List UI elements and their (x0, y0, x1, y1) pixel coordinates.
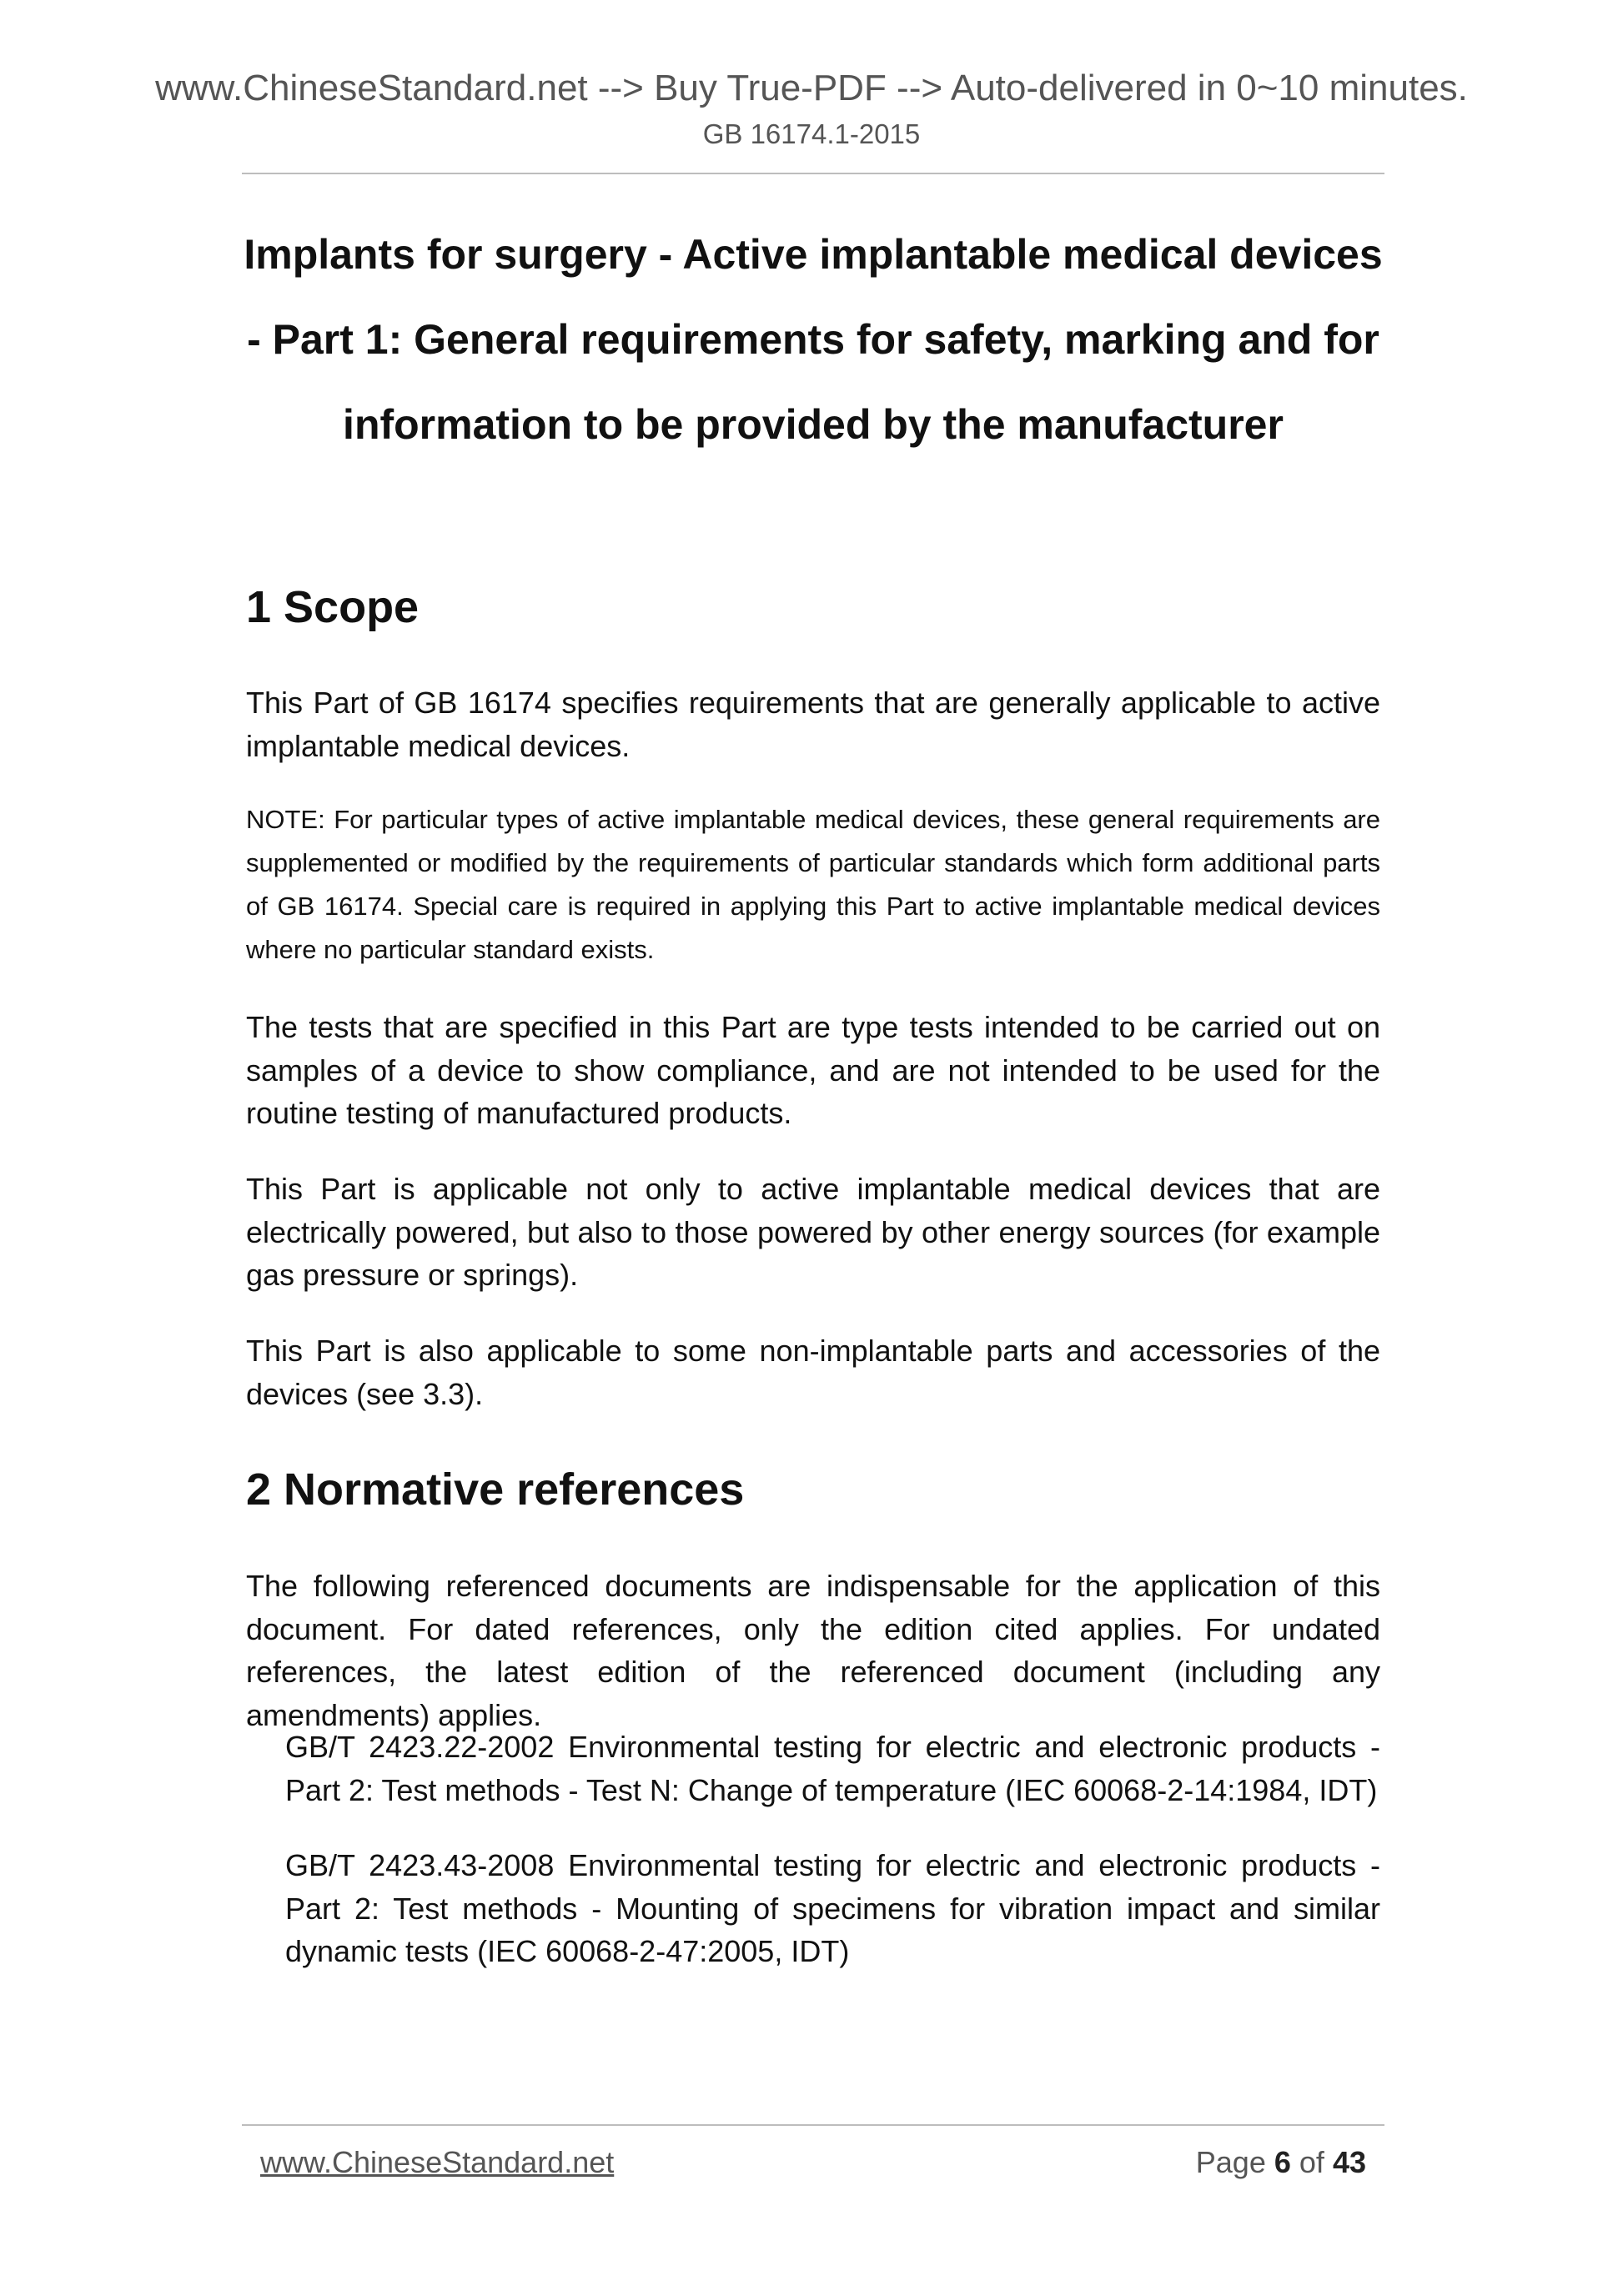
header-divider (242, 173, 1384, 174)
section-heading-scope: 1 Scope (246, 582, 420, 632)
page-label: Page (1195, 2145, 1266, 2179)
document-title (242, 212, 1384, 467)
scope-paragraph-4: This Part is also applicable to some non-implantable parts and accessories of the devices (see 3.3). (246, 1334, 1380, 1411)
title-line-1: Implants for surgery - Active implantable medical devices (244, 231, 1383, 278)
reference-item: GB/T 2423.22-2002 Environmental testing for electric and electronic products - Part 2: Test methods - Test N: Change of temperature (IEC 60068-2-14:1984, IDT) (285, 1730, 1380, 1807)
scope-paragraph-1: This Part of GB 16174 specifies requirements that are generally applicable to active implantable medical devices. (246, 686, 1380, 763)
page-of: of (1299, 2145, 1324, 2179)
page-indicator (1196, 2142, 1366, 2183)
page-current: 6 (1274, 2145, 1291, 2179)
standard-number: GB 16174.1-2015 (702, 118, 921, 149)
section-heading-normative-references: 2 Normative references (246, 1465, 745, 1515)
title-line-2: - Part 1: General requirements for safety, marking and for (247, 316, 1379, 363)
footer-divider (242, 2124, 1384, 2126)
footer-site-link[interactable]: www.ChineseStandard.net (260, 2145, 615, 2179)
scope-paragraph-3: This Part is applicable not only to active implantable medical devices that are electrically powered, but also to those powered by other energy sources (for example gas pressure or springs). (246, 1172, 1380, 1292)
scope-paragraph-2: The tests that are specified in this Part are type tests intended to be carried out on samples of a device to show compliance, and are not intended to be used for the routine testing of manufactured products. (246, 1010, 1380, 1130)
header-banner: www.ChineseStandard.net --> Buy True-PDF --> Auto-delivered in 0~10 minutes. (155, 68, 1468, 108)
reference-item: GB/T 2423.43-2008 Environmental testing for electric and electronic products - Part 2: Test methods - Mounting of specimens for vibration impact and similar dynamic tests (IEC 60068-2-47:2005, IDT) (285, 1848, 1380, 1968)
page-total: 43 (1332, 2145, 1366, 2179)
references-intro: The following referenced documents are indispensable for the application of this document. For dated references, only the edition cited applies. For undated references, the latest edition of the referenced document (including any amendments) applies. (246, 1569, 1380, 1732)
scope-note: NOTE: For particular types of active implantable medical devices, these general requirements are supplemented or modified by the requirements of particular standards which form additional parts of GB 16174. Special care is required in applying this Part to active implantable medical devices where no particular standard exists. (246, 805, 1380, 964)
title-line-3: information to be provided by the manufacturer (343, 401, 1284, 448)
